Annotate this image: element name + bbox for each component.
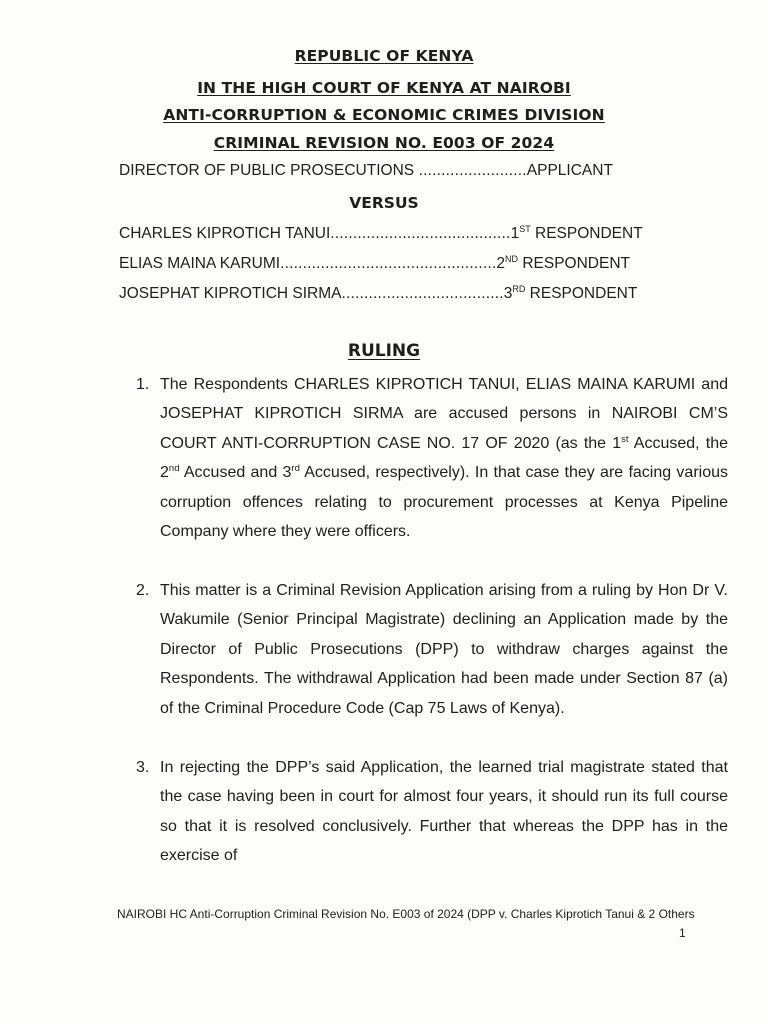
header-republic: REPUBLIC OF KENYA <box>294 47 474 65</box>
party-respondent-1 <box>119 224 643 243</box>
ordinal-suffix: ST <box>519 224 531 234</box>
page-number: 1 <box>679 926 686 940</box>
respondent-ordinal: 1 <box>510 225 520 242</box>
leader-dots: ........................................ <box>330 225 511 242</box>
paragraph-2: This matter is a Criminal Revision Application arising from a ruling by Hon Dr V. Wakumile (Senior Principal Magistrate) declining an Application made by the Director of Public Prosecutions (DPP) to withdraw charges against the Respondents. The withdrawal Application had been made under Section 87 (a) of the Criminal Procedure Code (Cap 75 Laws of Kenya). <box>160 582 728 717</box>
leader-dots: ........................ <box>414 162 527 179</box>
paragraph-1 <box>160 370 728 546</box>
paragraph-number: 2. <box>136 582 150 599</box>
versus-label: VERSUS <box>349 194 419 212</box>
respondent-ordinal: 2 <box>496 255 506 272</box>
ordinal-suffix: ND <box>505 254 519 264</box>
ruling-title: RULING <box>347 341 421 361</box>
ordinal-suffix: st <box>621 433 629 445</box>
respondent-role: RESPONDENT <box>530 225 643 242</box>
paragraph-text: The Respondents CHARLES KIPROTICH TANUI, ELIAS MAINA KARUMI and JOSEPHAT KIPROTICH SIRMA are accused persons in NAIROBI CM’S COURT ANTI-CORRUPTION CASE NO. 17 OF 2020 (as the 1 <box>160 376 728 452</box>
paragraph-3: In rejecting the DPP’s said Application, the learned trial magistrate stated that the case having been in court for almost four years, it should run its full course so that it is resolved conclusively. Further that whereas the DPP has in the exercise of <box>160 759 728 865</box>
paragraph-number: 3. <box>136 759 150 776</box>
party-applicant <box>119 162 613 180</box>
party-respondent-3 <box>119 284 637 303</box>
paragraph-text: Accused, respectively). In that case they are facing various corruption offences relating to procurement processes at Kenya Pipeline Company where they were officers. <box>160 464 729 541</box>
respondent-name: CHARLES KIPROTICH TANUI <box>119 225 331 242</box>
page-footer: NAIROBI HC Anti-Corruption Criminal Revision No. E003 of 2024 (DPP v. Charles Kiprotich Tanui & 2 Others <box>117 907 695 921</box>
paragraph-number: 1. <box>136 376 150 393</box>
respondent-name: JOSEPHAT KIPROTICH SIRMA <box>119 285 342 302</box>
ordinal-suffix: rd <box>291 463 300 475</box>
respondent-role: RESPONDENT <box>518 255 630 272</box>
respondent-name: ELIAS MAINA KARUMI <box>119 255 281 272</box>
leader-dots: .................................... <box>341 285 504 302</box>
party-respondent-2 <box>119 254 630 273</box>
applicant-role: APPLICANT <box>526 162 613 179</box>
header-division: ANTI-CORRUPTION & ECONOMIC CRIMES DIVISION <box>163 106 605 124</box>
paragraph-text: Accused and 3 <box>179 464 292 482</box>
applicant-name: DIRECTOR OF PUBLIC PROSECUTIONS <box>119 162 415 179</box>
ordinal-suffix: RD <box>512 284 526 294</box>
respondent-ordinal: 3 <box>503 285 513 302</box>
ordinal-suffix: nd <box>168 463 180 475</box>
leader-dots: ................................................ <box>280 255 497 272</box>
header-court: IN THE HIGH COURT OF KENYA AT NAIROBI <box>197 79 571 97</box>
respondent-role: RESPONDENT <box>525 285 638 302</box>
paragraph-text: Accused, the 2 <box>160 434 729 482</box>
header-case-number: CRIMINAL REVISION NO. E003 OF 2024 <box>213 134 555 152</box>
